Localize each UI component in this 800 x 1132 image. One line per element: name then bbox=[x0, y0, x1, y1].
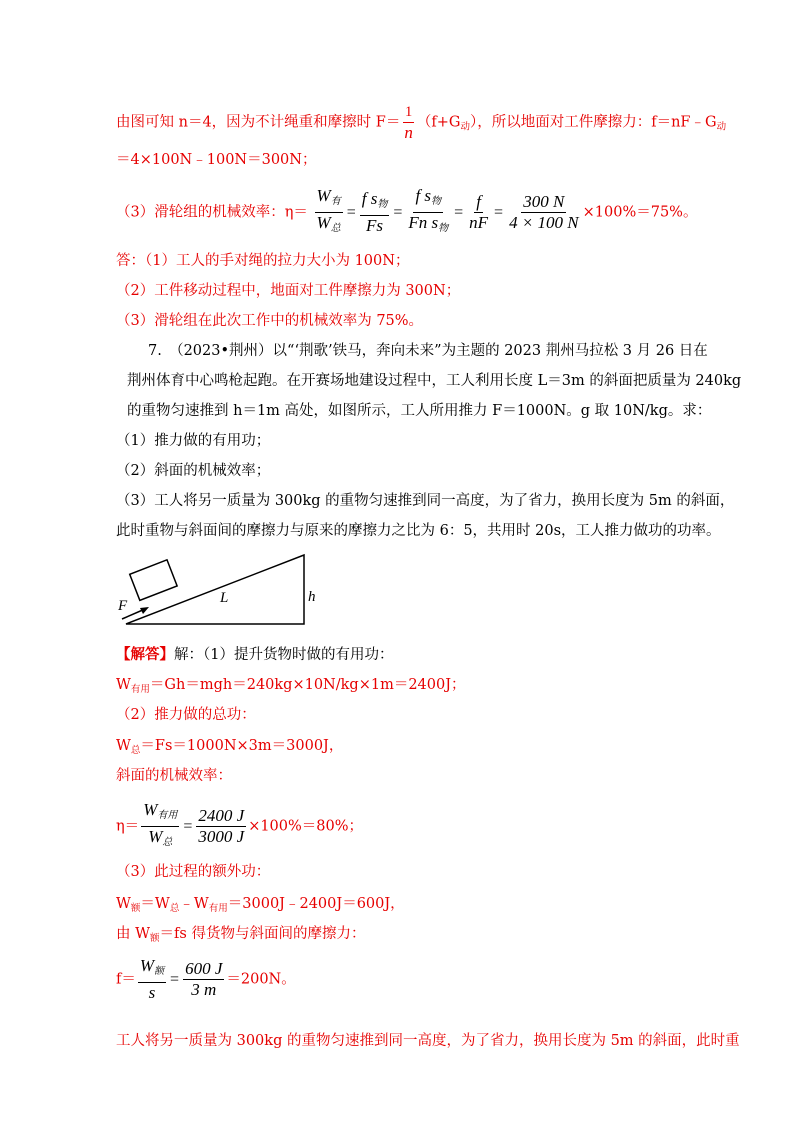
subscript: 额 bbox=[130, 903, 141, 914]
fraction-numeric bbox=[507, 192, 581, 233]
frac-den: W bbox=[316, 213, 331, 232]
problem-line-3: 的重物匀速推到 h＝1m 高处，如图所示，工人所用推力 F＝1000N。g 取 10N/kg。求： bbox=[127, 403, 712, 419]
subscript: 总 bbox=[330, 223, 341, 234]
solution-last-line: 工人将另一质量为 300kg 的重物匀速推到同一高度，为了省力，换用长度为 5m 的斜面，此时重 bbox=[116, 1033, 740, 1049]
fraction-w-useful-total bbox=[141, 800, 179, 853]
frac-num: W bbox=[143, 800, 158, 819]
frac-num: W bbox=[139, 956, 155, 975]
equals: = bbox=[494, 203, 504, 221]
frac-num: 1 bbox=[403, 102, 414, 123]
prev-solution-line-1 bbox=[116, 102, 726, 143]
prev-solution-line-2: ＝4×100N﹣100N＝300N； bbox=[116, 152, 317, 168]
total-work-line bbox=[116, 736, 343, 761]
equals: = bbox=[346, 203, 356, 221]
efficiency-label: 斜面的机械效率： bbox=[116, 768, 232, 784]
block bbox=[130, 560, 177, 601]
fraction-f-nf bbox=[467, 192, 490, 233]
useful-work-line bbox=[116, 675, 466, 700]
text: ＝Fs＝1000N×3m＝3000J， bbox=[140, 738, 344, 754]
fraction-w-extra-s bbox=[138, 956, 166, 1003]
text: ×100%＝80%； bbox=[248, 818, 364, 835]
subscript: 动 bbox=[460, 121, 470, 133]
frac-num: 600 J bbox=[185, 959, 223, 978]
text: 由 W bbox=[116, 926, 151, 942]
equals: = bbox=[393, 203, 403, 221]
frac-den: Fn s bbox=[408, 213, 439, 232]
fraction-numeric bbox=[196, 806, 246, 847]
subscript: 有用 bbox=[208, 903, 228, 914]
step-3-label: （3）此过程的额外功： bbox=[116, 864, 271, 880]
problem-line-1: 7. （2023•荆州）以“‘荆歌’铁马，奔向未来”为主题的 2023 荆州马拉松 3 月 26 日在 bbox=[148, 343, 708, 359]
fraction-fs-ratio bbox=[360, 189, 390, 236]
text: （3）滑轮组的机械效率：η＝ bbox=[116, 204, 308, 221]
text: 由图可知 n＝4，因为不计绳重和摩擦时 F＝ bbox=[116, 114, 401, 131]
subscript: 额 bbox=[150, 933, 160, 944]
text: ＝200N。 bbox=[226, 971, 296, 988]
fraction-fns-ratio bbox=[406, 186, 450, 239]
solution-tag: 【解答】 bbox=[116, 646, 174, 663]
text: ），所以地面对工件摩擦力：f＝nF﹣G bbox=[469, 114, 717, 131]
subscript: 总 bbox=[169, 903, 180, 914]
subscript: 额 bbox=[154, 966, 165, 977]
frac-den: s bbox=[148, 983, 156, 1002]
frac-den: 4 × 100 N bbox=[509, 213, 579, 232]
text: W bbox=[116, 896, 131, 912]
equals: = bbox=[454, 203, 464, 221]
text: W bbox=[116, 738, 131, 754]
subscript: 有 bbox=[330, 196, 341, 207]
equals: = bbox=[170, 970, 180, 988]
frac-num: W bbox=[316, 186, 331, 205]
question-1: （1）推力做的有用功； bbox=[116, 433, 271, 449]
fraction-w-ratio bbox=[315, 186, 343, 239]
text: ＝3000J﹣2400J＝600J， bbox=[227, 896, 405, 912]
question-3b: 此时重物与斜面间的摩擦力与原来的摩擦力之比为 6：5，共用时 20s，工人推力做功的功率。 bbox=[116, 523, 721, 539]
fraction-numeric bbox=[183, 959, 224, 1000]
answer-line-1: 答：（1）工人的手对绳的拉力大小为 100N； bbox=[116, 253, 410, 269]
answer-line-2: （2）工件移动过程中，地面对工件摩擦力为 300N； bbox=[116, 283, 461, 299]
text: η＝ bbox=[116, 818, 140, 835]
text: ＝Gh＝mgh＝240kg×10N/kg×1m＝2400J； bbox=[149, 677, 466, 693]
frac-den: Fs bbox=[366, 216, 384, 235]
question-2: （2）斜面的机械效率； bbox=[116, 463, 271, 479]
frac-den: 3 m bbox=[191, 980, 217, 999]
text: 解：（1）提升货物时做的有用功： bbox=[174, 647, 394, 663]
text: ×100%＝75%。 bbox=[582, 204, 698, 221]
friction-intro-line bbox=[116, 924, 365, 949]
frac-den: 3000 J bbox=[198, 827, 245, 846]
label-F: F bbox=[118, 598, 128, 614]
text: ＝fs 得货物与斜面间的摩擦力： bbox=[159, 926, 366, 942]
solution-head bbox=[116, 645, 393, 665]
efficiency-formula bbox=[116, 800, 363, 853]
equals: = bbox=[183, 817, 193, 835]
label-L: L bbox=[220, 590, 229, 606]
subscript: 物 bbox=[377, 199, 388, 210]
fraction-1-over-n bbox=[402, 102, 415, 143]
text: W bbox=[116, 677, 131, 693]
text: ﹣W bbox=[179, 896, 209, 912]
frac-num: f s bbox=[415, 186, 432, 205]
extra-work-line bbox=[116, 894, 405, 919]
text: （f+G bbox=[416, 114, 461, 131]
frac-num: 300 N bbox=[523, 192, 565, 211]
prev-solution-efficiency-line bbox=[116, 186, 697, 239]
inclined-plane-figure bbox=[112, 550, 342, 630]
frac-den: W bbox=[148, 827, 163, 846]
subscript: 动 bbox=[716, 121, 727, 133]
subscript: 有用 bbox=[130, 684, 150, 695]
frac-num: 2400 J bbox=[198, 806, 245, 825]
subscript: 总 bbox=[130, 745, 141, 756]
label-h: h bbox=[308, 589, 316, 605]
step-2-label: （2）推力做的总功： bbox=[116, 707, 256, 723]
subscript: 物 bbox=[438, 223, 449, 234]
text: f＝ bbox=[116, 971, 136, 988]
frac-num: f s bbox=[361, 189, 378, 208]
subscript: 有用 bbox=[157, 810, 178, 821]
force-arrowhead bbox=[140, 607, 149, 614]
problem-line-2: 荆州体育中心鸣枪起跑。在开赛场地建设过程中，工人利用长度 L＝3m 的斜面把质量为 240kg bbox=[127, 373, 742, 389]
frac-num: f bbox=[476, 192, 481, 211]
text: ＝W bbox=[140, 896, 170, 912]
answer-line-3: （3）滑轮组在此次工作中的机械效率为 75%。 bbox=[116, 313, 424, 329]
question-3a: （3）工人将另一质量为 300kg 的重物匀速推到同一高度，为了省力，换用长度为 5m 的斜面， bbox=[116, 493, 735, 509]
subscript: 物 bbox=[431, 196, 442, 207]
frac-den: nF bbox=[469, 213, 489, 232]
frac-den: n bbox=[404, 123, 413, 142]
subscript: 总 bbox=[162, 837, 173, 848]
friction-formula bbox=[116, 956, 296, 1003]
